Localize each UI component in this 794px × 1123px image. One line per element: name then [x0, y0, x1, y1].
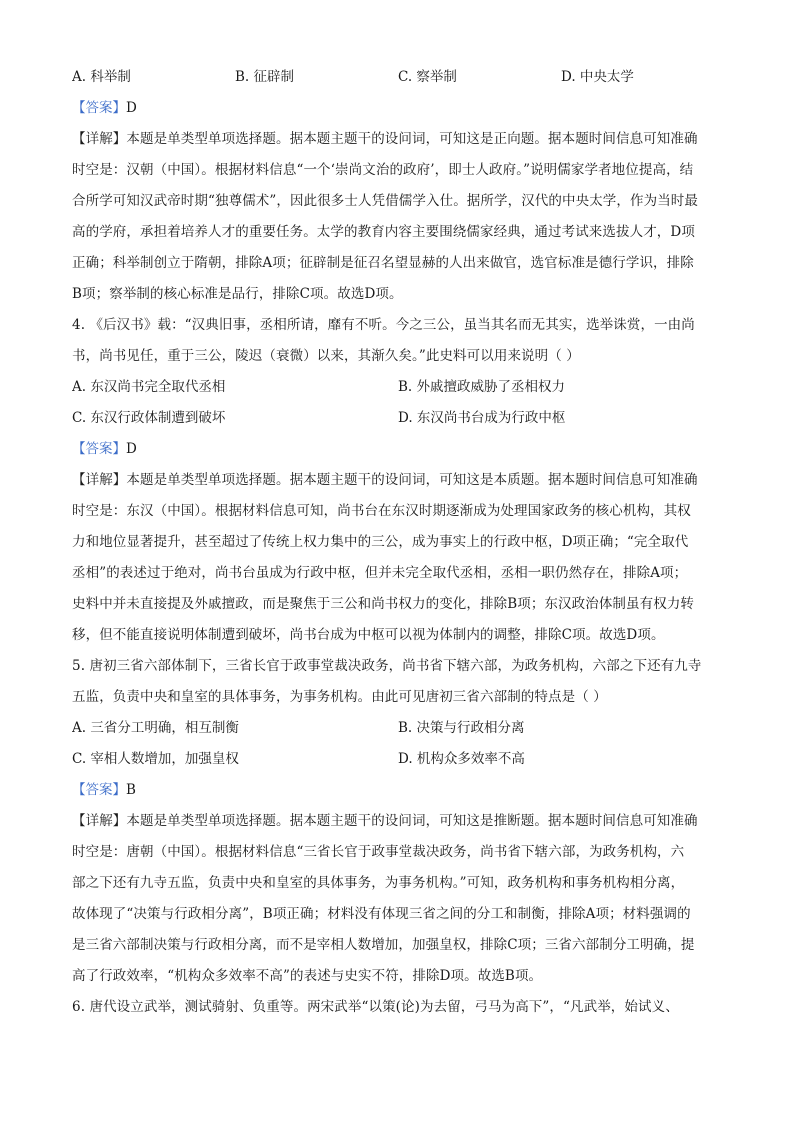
detail-line: B项；察举制的核心标准是品行，排除C项。故选D项。 [72, 286, 403, 302]
detail-line: 高了行政效率，“机构众多效率不高”的表述与史实不符，排除D项。故选B项。 [72, 968, 543, 984]
detail-line: 【详解】本题是单类型单项选择题。据本题主题干的设问词，可知这是正向题。据本题时间信息可知准确 [72, 131, 698, 147]
detail-line: 是三省六部制决策与行政相分离，而不是宰相人数增加，加强皇权，排除C项；三省六部制分工明确，提 [72, 937, 695, 953]
q5-detail [72, 806, 724, 992]
stem-line: 5. 唐初三省六部体制下，三省长官于政事堂裁决政务，尚书省下辖六部，为政务机构，六部之下还有九寺 [72, 658, 702, 674]
q6-stem [72, 992, 724, 1023]
answer-value: B [126, 782, 136, 798]
q4-answer [72, 434, 724, 465]
q3-detail [72, 124, 724, 310]
q3-option-a: A. 科举制 [72, 69, 131, 85]
q4-option-d: D. 东汉尚书台成为行政中枢 [398, 410, 566, 426]
q5-option-a: A. 三省分工明确，相互制衡 [72, 720, 239, 736]
detail-line: 时空是：东汉（中国）。根据材料信息可知，尚书台在东汉时期逐渐成为处理国家政务的核心机构，其权 [72, 503, 691, 519]
detail-line: 故体现了“决策与行政相分离”，B项正确；材料没有体现三省之间的分工和制衡，排除A项；材料强调的 [72, 906, 691, 922]
q3-option-c: C. 察举制 [398, 69, 457, 85]
q5-option-d: D. 机构众多效率不高 [398, 751, 525, 767]
answer-value: D [126, 441, 137, 457]
q5-answer [72, 775, 724, 806]
q4-option-b: B. 外戚擅政威胁了丞相权力 [398, 379, 566, 395]
detail-line: 时空是：汉朝（中国）。根据材料信息“一个‘崇尚文治的政府’，即士人政府。”说明儒家学者地位提高，结 [72, 162, 694, 178]
q5-options-row2 [72, 744, 724, 775]
detail-line: 移，但不能直接说明体制遭到破坏，尚书台成为中枢可以视为体制内的调整，排除C项。故选D项。 [72, 627, 665, 643]
detail-line: 合所学可知汉武帝时期“独尊儒术”，因此很多士人凭借儒学入仕。据所学，汉代的中央太学，作为当时最 [72, 193, 699, 209]
detail-line: 史料中并未直接提及外戚擅政，而是聚焦于三公和尚书权力的变化，排除B项；东汉政治体制虽有权力转 [72, 596, 695, 612]
detail-line: 高的学府，承担着培养人才的重要任务。太学的教育内容主要围绕儒家经典，通过考试来选拔人才，D项 [72, 224, 695, 240]
q3-options [72, 62, 724, 93]
detail-line: 正确；科举制创立于隋朝，排除A项；征辟制是征召名望显赫的人出来做官，选官标准是德行学识，排除 [72, 255, 694, 271]
answer-tag: 【答案】 [72, 782, 126, 798]
answer-tag: 【答案】 [72, 100, 126, 116]
q5-stem [72, 651, 724, 713]
q3-answer [72, 93, 724, 124]
stem-line: 五监，负责中央和皇室的具体事务，为事务机构。由此可见唐初三省六部制的特点是（ ） [72, 689, 607, 705]
q4-stem [72, 310, 724, 372]
q3-option-b: B. 征辟制 [235, 69, 295, 85]
answer-value: D [126, 100, 137, 116]
detail-line: 【详解】本题是单类型单项选择题。据本题主题干的设问词，可知这是推断题。据本题时间信息可知准确 [72, 813, 698, 829]
q5-option-b: B. 决策与行政相分离 [398, 720, 525, 736]
detail-line: 时空是：唐朝（中国）。根据材料信息“三省长官于政事堂裁决政务，尚书省下辖六部，为政务机构，六 [72, 844, 685, 860]
detail-line: 力和地位显著提升，甚至超过了传统上权力集中的三公，成为事实上的行政中枢，D项正确；“完全取代 [72, 534, 689, 550]
q5-options-row1 [72, 713, 724, 744]
detail-line: 部之下还有九寺五监，负责中央和皇室的具体事务，为事务机构。”可知，政务机构和事务机构相分离， [72, 875, 685, 891]
q3-option-d: D. 中央太学 [561, 69, 634, 85]
detail-line: 丞相”的表述过于绝对，尚书台虽成为行政中枢，但并未完全取代丞相，丞相一职仍然存在，排除A项； [72, 565, 688, 581]
stem-line: 4. 《后汉书》载：“汉典旧事，丞相所请，靡有不听。今之三公，虽当其名而无其实，选举诛赏，一由尚 [72, 317, 695, 333]
detail-line: 【详解】本题是单类型单项选择题。据本题主题干的设问词，可知这是本质题。据本题时间信息可知准确 [72, 472, 698, 488]
q4-option-c: C. 东汉行政体制遭到破坏 [72, 410, 226, 426]
q4-options-row1 [72, 372, 724, 403]
q4-detail [72, 465, 724, 651]
stem-line: 书，尚书见任，重于三公，陵迟（衰微）以来，其渐久矣。”此史料可以用来说明（ ） [72, 348, 580, 364]
document-page [72, 62, 724, 1023]
answer-tag: 【答案】 [72, 441, 126, 457]
stem-line: 6. 唐代设立武举，测试骑射、负重等。两宋武举“以策(论)为去留，弓马为高下”，“凡武举，始试义、 [72, 999, 679, 1015]
q4-options-row2 [72, 403, 724, 434]
q5-option-c: C. 宰相人数增加，加强皇权 [72, 751, 239, 767]
q4-option-a: A. 东汉尚书完全取代丞相 [72, 379, 226, 395]
